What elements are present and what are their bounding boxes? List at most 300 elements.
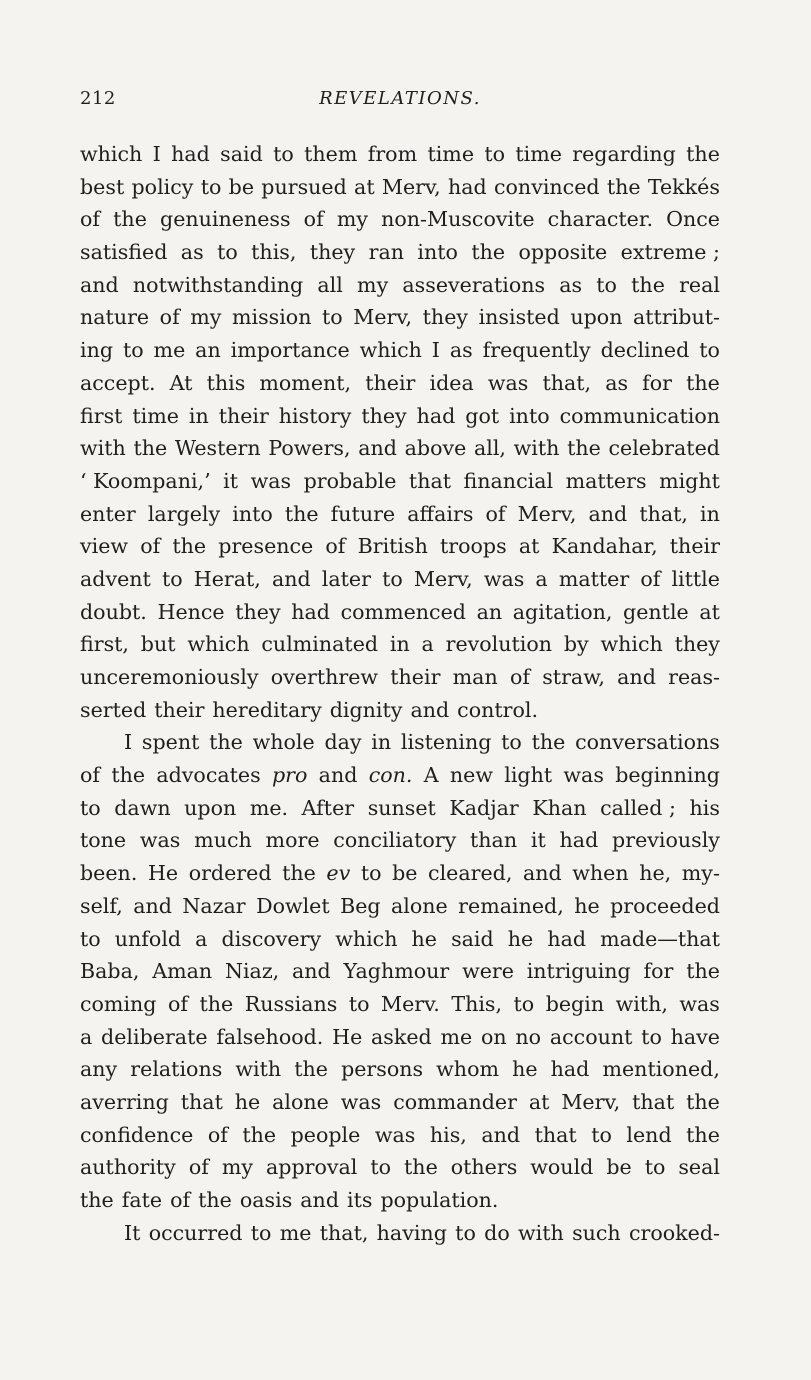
word: Merv, — [381, 174, 441, 199]
word: the — [209, 730, 243, 755]
word: A — [423, 763, 439, 788]
text-line — [80, 367, 720, 400]
word: that, — [542, 370, 592, 395]
word: the — [284, 501, 319, 526]
word: time — [132, 403, 179, 428]
word: mentioned, — [602, 1057, 720, 1082]
word: with, — [615, 991, 668, 1016]
word: such — [572, 1220, 621, 1245]
word: having — [376, 1220, 447, 1245]
word: doubt. — [80, 599, 147, 624]
word: and — [588, 501, 628, 526]
text-line — [80, 661, 720, 694]
word: the — [606, 174, 641, 199]
word: had — [416, 403, 456, 428]
word: into — [417, 240, 458, 265]
word: their — [390, 665, 441, 689]
word: Niaz, — [224, 959, 280, 984]
word: as — [449, 338, 473, 363]
word: it — [223, 468, 239, 493]
word: Powers, — [268, 436, 351, 461]
word: opposite — [518, 240, 608, 265]
word: was — [483, 566, 525, 591]
word: mission — [231, 305, 312, 330]
word: time — [515, 142, 562, 166]
word: Merv, — [561, 1089, 621, 1114]
word: of — [80, 763, 101, 788]
word: my — [357, 272, 389, 297]
word: do — [484, 1220, 510, 1245]
word: I — [431, 338, 440, 363]
word: spent — [141, 730, 200, 755]
word: it — [530, 828, 546, 853]
word: matters — [565, 468, 647, 493]
word: new — [449, 763, 493, 788]
word: financial — [463, 468, 554, 493]
word: that — [180, 1089, 223, 1114]
word: to — [273, 142, 294, 166]
word: others — [450, 1155, 518, 1180]
word: my — [221, 1155, 253, 1180]
word: This, — [451, 991, 503, 1016]
word: they — [422, 305, 469, 330]
word: unfold — [114, 926, 182, 951]
word: their — [218, 403, 269, 428]
word: which — [187, 632, 250, 657]
word: his — [689, 795, 720, 820]
word: they — [235, 599, 281, 624]
word: of — [303, 207, 324, 232]
word: conversations — [575, 730, 720, 755]
running-title: REVELATIONS. — [319, 88, 481, 109]
word: more — [265, 828, 320, 853]
word: was — [340, 1089, 382, 1114]
word: alone — [272, 1089, 329, 1114]
word: After — [301, 795, 355, 820]
word: to — [322, 305, 343, 330]
word: the — [80, 1188, 114, 1212]
word: the — [686, 1089, 720, 1114]
word: He — [147, 861, 179, 886]
word: had — [448, 174, 487, 199]
word: their — [669, 534, 720, 559]
word: light — [504, 763, 553, 788]
word: a — [421, 632, 434, 657]
word: their — [365, 370, 416, 395]
word: affairs — [407, 501, 474, 526]
word: commander — [393, 1089, 517, 1114]
word: from — [367, 142, 418, 166]
word: said — [451, 926, 494, 951]
word: had — [171, 142, 210, 166]
word: he — [411, 926, 437, 951]
word: declined — [600, 338, 690, 363]
word: the — [631, 272, 665, 297]
word: to — [360, 861, 382, 886]
word: the — [686, 370, 720, 395]
word: into — [232, 501, 273, 526]
word: made—that — [600, 926, 720, 951]
word: pro — [271, 763, 308, 788]
word: Merv, — [413, 566, 473, 591]
word: I — [152, 142, 161, 166]
word: to — [80, 795, 101, 820]
word: that, — [319, 1220, 369, 1245]
word: to — [501, 730, 522, 755]
page-header — [80, 88, 720, 118]
word: when — [572, 861, 629, 886]
word: the — [282, 861, 316, 886]
word: had — [291, 599, 330, 624]
word: that — [632, 1089, 675, 1114]
word: alone — [391, 893, 448, 918]
word: unceremoniously — [80, 665, 259, 689]
word: whom — [436, 1057, 499, 1082]
word: policy — [131, 174, 194, 199]
word: Merv, — [353, 305, 413, 330]
word: persons — [341, 1057, 424, 1082]
word: deliberate — [101, 1024, 208, 1049]
word: ordered — [188, 861, 272, 886]
word: gentle — [623, 599, 689, 624]
word: of — [207, 1122, 228, 1147]
word: he — [574, 893, 600, 918]
word: they — [361, 403, 407, 428]
word: to — [699, 338, 720, 363]
word: to — [80, 926, 101, 951]
word: and — [410, 697, 450, 722]
word: serted — [80, 697, 147, 722]
word: occurred — [148, 1220, 243, 1245]
word: of — [159, 305, 180, 330]
word: insisted — [478, 305, 560, 330]
word: on — [480, 1024, 507, 1049]
word: averring — [80, 1089, 169, 1114]
text-line — [80, 334, 720, 367]
word: this — [206, 370, 246, 395]
word: Once — [666, 207, 720, 232]
word: seal — [678, 1155, 720, 1180]
word: any — [80, 1057, 118, 1082]
word: Kandahar, — [551, 534, 658, 559]
word: which — [80, 142, 143, 166]
word: me — [153, 338, 186, 363]
word: had — [547, 926, 587, 951]
word: which — [600, 632, 663, 657]
word: called ; — [600, 795, 676, 820]
word: tone — [80, 828, 127, 853]
word: history — [278, 403, 352, 428]
word: to — [641, 1024, 662, 1049]
word: to — [370, 1155, 392, 1180]
text-line — [80, 530, 720, 563]
word: Dowlet — [256, 893, 330, 918]
word: might — [659, 468, 720, 493]
text-line — [80, 1053, 720, 1086]
word: all — [317, 272, 343, 297]
word: proceeded — [610, 893, 720, 918]
word: of — [170, 1188, 191, 1212]
text-line — [80, 1021, 720, 1054]
word: they — [674, 632, 720, 657]
word: than — [470, 828, 518, 853]
word: dignity — [329, 697, 403, 722]
word: importance — [230, 338, 350, 363]
word: to — [591, 1122, 612, 1147]
word: in — [188, 403, 209, 428]
word: with — [513, 436, 560, 461]
word: be — [606, 1155, 632, 1180]
text-line — [80, 824, 720, 857]
word: crooked- — [628, 1220, 720, 1245]
word: population. — [380, 1188, 499, 1212]
word: be — [228, 174, 255, 199]
word: enter — [80, 501, 136, 526]
word: in — [389, 632, 410, 657]
word: Kadjar — [449, 795, 519, 820]
word: con. — [368, 763, 413, 788]
word: to — [455, 1220, 476, 1245]
word: was — [250, 468, 292, 493]
text-line — [80, 563, 720, 596]
word: but — [140, 632, 176, 657]
page-number: 212 — [80, 88, 116, 109]
text-line — [80, 923, 720, 956]
word: to — [348, 991, 370, 1016]
word: and — [617, 665, 656, 689]
word: much — [194, 828, 252, 853]
word: ev — [326, 861, 351, 886]
word: reas- — [668, 665, 720, 689]
word: sunset — [367, 795, 436, 820]
text-line — [80, 1217, 720, 1250]
word: the — [111, 763, 146, 788]
word: and — [318, 763, 358, 788]
word: communication — [559, 403, 720, 428]
word: oasis — [239, 1188, 293, 1212]
word: upon — [570, 305, 623, 330]
word: for — [642, 370, 673, 395]
text-line — [80, 1151, 720, 1184]
word: real — [679, 272, 720, 297]
word: he, — [639, 861, 672, 886]
word: the — [172, 534, 207, 559]
word: agitation, — [512, 599, 613, 624]
word: was — [139, 828, 181, 853]
word: dawn — [114, 795, 171, 820]
word: accept. — [80, 370, 156, 395]
text-line — [80, 726, 720, 759]
text-line — [80, 792, 720, 825]
word: above — [404, 436, 467, 461]
word: as — [180, 240, 204, 265]
word: said — [220, 142, 263, 166]
word: fate — [121, 1188, 163, 1212]
word: me — [440, 1024, 473, 1049]
word: of — [167, 991, 189, 1016]
word: he — [234, 1089, 261, 1114]
word: they — [309, 240, 356, 265]
word: and — [80, 272, 119, 297]
text-line — [80, 301, 720, 334]
word: He — [332, 1024, 363, 1049]
text-line — [80, 694, 720, 727]
word: no — [515, 1024, 542, 1049]
word: view — [80, 534, 129, 559]
word: ran — [368, 240, 404, 265]
word: later — [321, 566, 371, 591]
word: would — [530, 1155, 594, 1180]
word: that — [534, 1122, 577, 1147]
word: and — [133, 893, 172, 918]
text-line — [80, 988, 720, 1021]
word: confidence — [80, 1122, 194, 1147]
body-text — [80, 138, 720, 1249]
word: Aman — [152, 959, 213, 984]
word: was — [487, 370, 529, 395]
word: celebrated — [608, 436, 720, 461]
word: a — [80, 1024, 93, 1049]
word: the — [686, 1122, 720, 1147]
word: largely — [147, 501, 221, 526]
word: notwithstanding — [132, 272, 304, 297]
word: by — [563, 632, 589, 657]
word: of — [325, 534, 346, 559]
word: begin — [545, 991, 605, 1016]
word: of — [640, 566, 661, 591]
word: the — [471, 240, 506, 265]
word: at — [528, 1089, 550, 1114]
word: asseverations — [402, 272, 546, 297]
word: advocates — [156, 763, 261, 788]
word: which — [359, 338, 422, 363]
word: as — [559, 272, 583, 297]
word: the — [199, 991, 234, 1016]
word: day — [324, 730, 362, 755]
word: my — [190, 305, 222, 330]
word: the — [567, 436, 601, 461]
text-line — [80, 1086, 720, 1119]
word: first — [80, 403, 123, 428]
word: me. — [249, 795, 289, 820]
word: convinced — [494, 174, 600, 199]
text-line — [80, 857, 720, 890]
word: At — [169, 370, 193, 395]
word: me — [279, 1220, 312, 1245]
word: falsehood. — [216, 1024, 324, 1049]
word: authority — [80, 1155, 176, 1180]
word: revolution — [445, 632, 553, 657]
word: the — [198, 1188, 232, 1212]
word: this, — [251, 240, 297, 265]
word: his, — [429, 1122, 467, 1147]
text-line — [80, 759, 720, 792]
word: at — [699, 599, 720, 624]
word: their — [154, 697, 205, 722]
word: extreme ; — [620, 240, 720, 265]
word: satisfied — [80, 240, 168, 265]
word: commenced — [340, 599, 466, 624]
word: all, — [473, 436, 506, 461]
word: had — [550, 1057, 590, 1082]
word: cleared, — [428, 861, 513, 886]
word: Merv, — [517, 501, 577, 526]
word: moment, — [259, 370, 352, 395]
word: upon — [184, 795, 237, 820]
word: and — [300, 1188, 340, 1212]
word: and — [481, 1122, 521, 1147]
word: the — [133, 436, 168, 461]
word: I — [124, 730, 133, 755]
word: discovery — [221, 926, 322, 951]
word: control. — [457, 697, 539, 722]
word: have — [670, 1024, 720, 1049]
word: non-Muscovite — [381, 207, 535, 232]
word: Merv. — [380, 991, 440, 1016]
word: ‘ Koompani,’ — [80, 468, 211, 493]
text-line — [80, 890, 720, 923]
word: little — [671, 566, 720, 591]
word: been. — [80, 861, 138, 886]
text-line — [80, 236, 720, 269]
word: approval — [265, 1155, 358, 1180]
word: a — [535, 566, 548, 591]
word: my- — [681, 861, 720, 886]
word: genuineness — [160, 207, 291, 232]
word: and — [292, 959, 331, 984]
text-line — [80, 498, 720, 531]
word: to — [596, 272, 617, 297]
word: he — [512, 1057, 538, 1082]
text-line — [80, 269, 720, 302]
word: beginning — [615, 763, 720, 788]
word: overthrew — [270, 665, 379, 689]
word: at — [354, 174, 375, 199]
text-line — [80, 1119, 720, 1152]
word: Baba, — [80, 959, 140, 984]
word: intriguing — [526, 959, 631, 984]
word: self, — [80, 893, 123, 918]
word: the — [686, 142, 720, 166]
word: previously — [612, 828, 720, 853]
word: its — [347, 1188, 373, 1212]
text-line — [80, 138, 720, 171]
word: presence — [218, 534, 314, 559]
word: to — [484, 142, 506, 166]
word: for — [643, 959, 674, 984]
word: was — [563, 763, 604, 788]
word: listening — [400, 730, 492, 755]
text-line — [80, 203, 720, 236]
word: to — [217, 240, 238, 265]
word: relations — [130, 1057, 223, 1082]
word: troops — [440, 534, 507, 559]
word: Western — [174, 436, 261, 461]
word: were — [462, 959, 514, 984]
word: at — [518, 534, 540, 559]
word: as — [605, 370, 629, 395]
text-line — [80, 955, 720, 988]
word: culminated — [261, 632, 379, 657]
word: to — [161, 566, 183, 591]
text-line — [80, 596, 720, 629]
word: advent — [80, 566, 151, 591]
word: an — [476, 599, 503, 624]
text-line — [80, 628, 720, 661]
word: future — [330, 501, 396, 526]
word: Russians — [244, 991, 338, 1016]
text-line — [80, 171, 720, 204]
